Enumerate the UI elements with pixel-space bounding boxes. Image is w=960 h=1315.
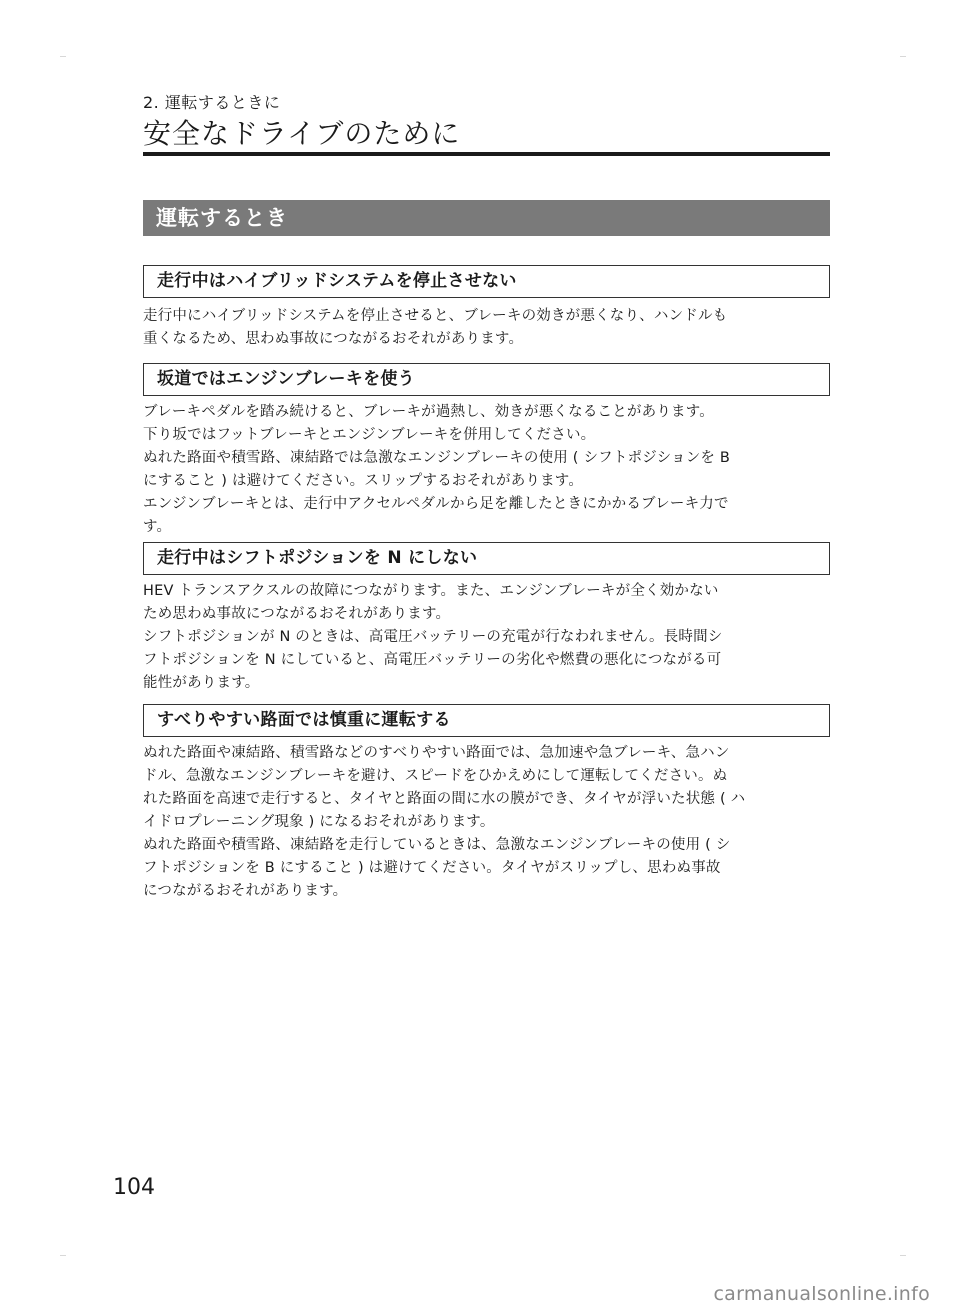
body-line: 走行中にハイブリッドシステムを停止させると、ブレーキの効きが悪くなり、ハンドルも	[143, 308, 728, 324]
body-line: にすること ) は避けてください。スリップするおそれがあります。	[143, 473, 584, 489]
body-line: イドロプレーニング現象 ) になるおそれがあります。	[143, 814, 495, 830]
subsection-heading: 走行中はハイブリッドシステムを停止させない	[143, 265, 830, 298]
subsection-body	[143, 401, 830, 539]
body-line: HEV トランスアクスルの故障につながります。また、エンジンブレーキが全く効かない	[143, 583, 719, 599]
crop-mark	[60, 56, 66, 57]
body-line: 下り坂ではフットブレーキとエンジンブレーキを併用してください。	[143, 427, 596, 443]
body-line: エンジンブレーキとは、走行中アクセルペダルから足を離したときにかかるブレーキ力で	[143, 496, 729, 512]
body-line: ため思わぬ事故につながるおそれがあります。	[143, 606, 451, 622]
crop-mark	[900, 56, 906, 57]
body-line: れた路面を高速で走行すると、タイヤと路面の間に水の膜ができ、タイヤが浮いた状態 ( ハ	[143, 791, 746, 807]
body-line: ブレーキペダルを踏み続けると、ブレーキが過熱し、効きが悪くなることがあります。	[143, 404, 714, 420]
crop-mark	[60, 1255, 66, 1256]
subsection-heading: すべりやすい路面では慎重に運転する	[143, 704, 830, 737]
body-line: ぬれた路面や凍結路、積雪路などのすべりやすい路面では、急加速や急ブレーキ、急ハン	[143, 745, 730, 761]
chapter-label: 2. 運転するときに	[143, 93, 281, 112]
body-line: につながるおそれがあります。	[143, 883, 348, 899]
subsection-heading: 走行中はシフトポジションを N にしない	[143, 542, 830, 575]
section-banner: 運転するとき	[143, 200, 830, 236]
body-line: フトポジションを N にしていると、高電圧バッテリーの劣化や燃費の悪化につながる可	[143, 652, 722, 668]
subsection-body	[143, 742, 830, 903]
body-line: フトポジションを B にすること ) は避けてください。タイヤがスリップし、思わぬ事故	[143, 860, 721, 876]
body-line: シフトポジションが N のときは、高電圧バッテリーの充電が行なわれません。長時間シ	[143, 629, 723, 645]
subsection-body	[143, 580, 830, 695]
subsection-body	[143, 305, 830, 351]
body-line: ぬれた路面や積雪路、凍結路では急激なエンジンブレーキの使用 ( シフトポジションを B	[143, 450, 731, 466]
page-number: 104	[113, 1175, 155, 1200]
body-line: ドル、急激なエンジンブレーキを避け、スピードをひかえめにして運転してください。ぬ	[143, 768, 728, 784]
title-rule	[143, 152, 830, 156]
watermark-link[interactable]: carmanualsonline.info	[713, 1283, 930, 1305]
body-line: 能性があります。	[143, 675, 260, 691]
page-title: 安全なドライブのために	[143, 117, 461, 150]
subsection-heading: 坂道ではエンジンブレーキを使う	[143, 363, 830, 396]
crop-mark	[900, 1255, 906, 1256]
body-line: ぬれた路面や積雪路、凍結路を走行しているときは、急激なエンジンブレーキの使用 ( シ	[143, 837, 731, 853]
body-line: 重くなるため、思わぬ事故につながるおそれがあります。	[143, 331, 524, 347]
body-line: す。	[143, 519, 172, 535]
